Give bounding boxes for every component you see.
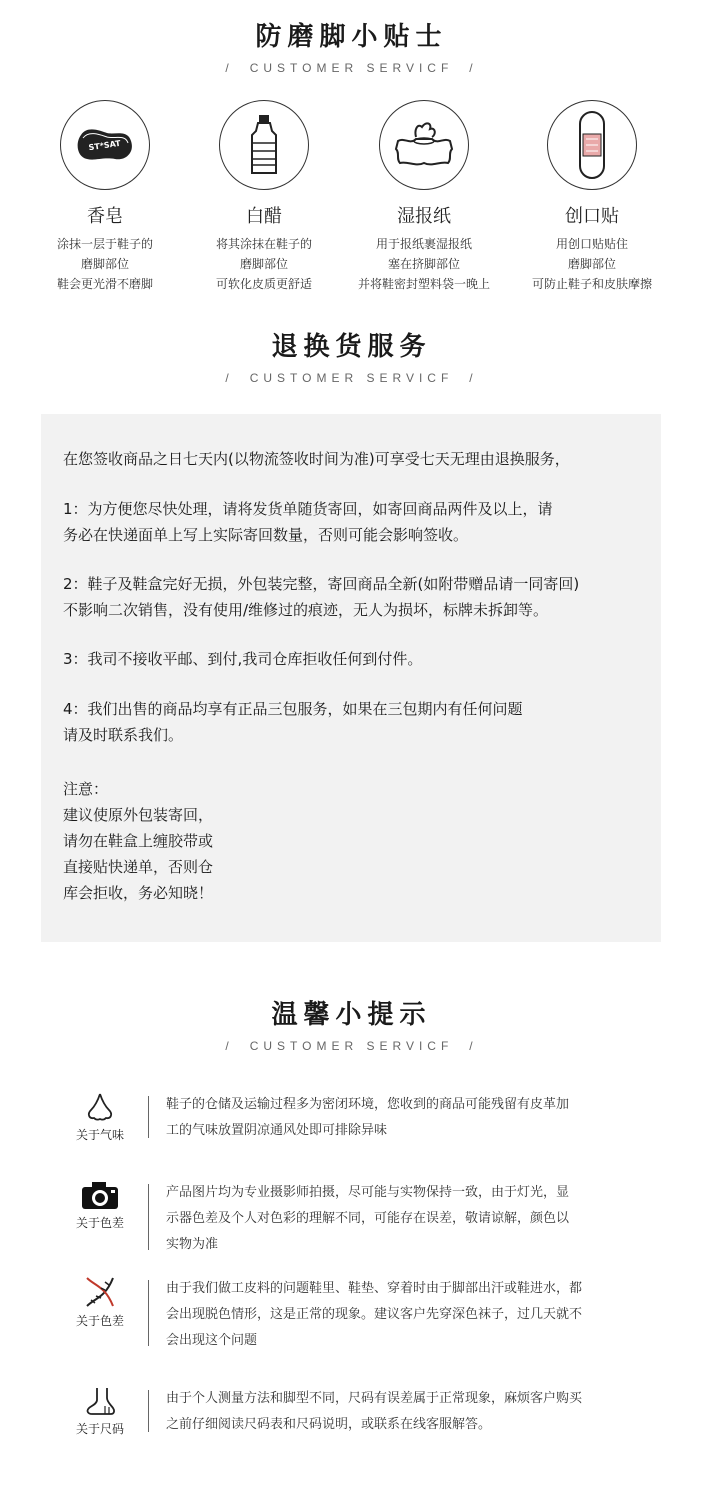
returns-line: 1：为方便您尽快处理，请将发货单随货寄回，如寄回商品两件及以上，请 <box>63 500 553 518</box>
returns-line: 不影响二次销售，没有使用/维修过的痕迹，无人为损坏，标牌未拆卸等。 <box>63 601 549 619</box>
tip-wet-paper-line: 并将鞋密封塑料袋一晚上 <box>357 277 490 291</box>
reminder-size-text <box>166 1386 606 1438</box>
reminder-line: 会出现这个问题 <box>166 1333 258 1348</box>
tip-vinegar-line: 磨脚部位 <box>239 257 288 271</box>
reminder-size-label: 关于尺码 <box>75 1422 124 1436</box>
tip-soap-name: 香皂 <box>87 206 123 227</box>
returns-line: 在您签收商品之日七天内(以物流签收时间为准)可享受七天无理由退换服务， <box>63 450 570 468</box>
returns-line: 直接贴快递单，否则仓 <box>63 858 214 876</box>
reminder-divider <box>148 1096 149 1138</box>
returns-line: 4：我们出售的商品均享有正品三包服务，如果在三包期内有任何问题 <box>63 700 523 718</box>
reminder-line: 示器色差及个人对色彩的理解不同，可能存在误差，敬请谅解，颜色以 <box>166 1211 570 1226</box>
returns-line: 库会拒收，务必知晓！ <box>63 884 214 902</box>
tip-bandage-line: 用创口贴贴住 <box>555 237 628 251</box>
tip-wet-paper-name: 湿报纸 <box>397 206 451 227</box>
reminder-line: 由于个人测量方法和脚型不同，尺码有误差属于正常现象，麻烦客户购买 <box>166 1391 583 1406</box>
returns-line: 务必在快递面单上写上实际寄回数量，否则可能会影响签收。 <box>63 526 469 544</box>
returns-rule-2 <box>63 571 643 623</box>
reminders-title: 温馨小提示 <box>271 1000 432 1030</box>
reminder-line: 会出现脱色情形，这是正常的现象。建议客户先穿深色袜子，过几天就不 <box>166 1307 583 1322</box>
tip-soap <box>17 100 193 294</box>
reminder-fading-label: 关于色差 <box>75 1314 124 1328</box>
returns-intro <box>63 446 643 472</box>
returns-subtitle-text: CUSTOMER SERVICF <box>249 371 454 385</box>
reminder-smell-label: 关于气味 <box>75 1128 124 1142</box>
reminder-line: 由于我们做工皮料的问题鞋里、鞋垫、穿着时由于脚部出汗或鞋进水，都 <box>166 1281 583 1296</box>
reminder-line: 之前仔细阅读尺码表和尺码说明，或联系在线客服解答。 <box>166 1417 492 1432</box>
reminder-divider <box>148 1184 149 1250</box>
tip-vinegar-line: 可软化皮质更舒适 <box>215 277 312 291</box>
reminder-smell-text <box>166 1092 606 1144</box>
tip-soap-line: 鞋会更光滑不磨脚 <box>56 277 153 291</box>
returns-rule-3 <box>63 646 643 672</box>
reminders-subtitle: / CUSTOMER SERVICF / <box>225 1039 478 1053</box>
tip-wet-paper-circle <box>379 100 469 190</box>
returns-notice <box>63 776 643 906</box>
returns-title: 退换货服务 <box>271 332 432 362</box>
reminder-divider <box>148 1390 149 1432</box>
bottle-icon <box>244 113 284 177</box>
returns-panel <box>41 414 661 942</box>
returns-line: 请勿在鞋盒上缠胶带或 <box>63 832 214 850</box>
reminder-line: 实物为准 <box>166 1237 219 1252</box>
foot-icon <box>83 1386 117 1416</box>
tip-bandage <box>504 100 680 294</box>
tip-soap-circle <box>60 100 150 190</box>
tip-soap-line: 涂抹一层于鞋子的 <box>56 237 153 251</box>
returns-line: 2：鞋子及鞋盒完好无损，外包装完整，寄回商品全新(如附带赠品请一同寄回) <box>63 575 580 593</box>
returns-line: 建议使原外包装寄回， <box>63 806 214 824</box>
returns-line: 请及时联系我们。 <box>63 726 184 744</box>
soap-brand-text: ST*SAT <box>88 138 122 153</box>
reminder-line: 鞋子的仓储及运输过程多为密闭环境，您收到的商品可能残留有皮革加 <box>166 1097 570 1112</box>
tip-wet-paper-line: 塞在挤脚部位 <box>387 257 460 271</box>
tip-wet-paper-line: 用于报纸裹湿报纸 <box>375 237 472 251</box>
tip-vinegar-line: 将其涂抹在鞋子的 <box>215 237 312 251</box>
returns-rule-1 <box>63 496 643 548</box>
tip-vinegar-name: 白醋 <box>246 206 282 227</box>
tip-vinegar <box>176 100 352 294</box>
tip-soap-line: 磨脚部位 <box>80 257 129 271</box>
dna-icon <box>83 1276 117 1308</box>
camera-icon <box>81 1180 119 1210</box>
tips-subtitle-text: CUSTOMER SERVICF <box>249 61 454 75</box>
reminder-color-label: 关于色差 <box>75 1216 124 1230</box>
reminder-line: 产品图片均为专业摄影师拍摄，尽可能与实物保持一致，由于灯光，显 <box>166 1185 570 1200</box>
reminder-color-text <box>166 1180 606 1258</box>
wet-wipes-icon <box>392 119 456 171</box>
tips-subtitle: / CUSTOMER SERVICF / <box>225 61 478 75</box>
tip-bandage-line: 可防止鞋子和皮肤摩擦 <box>531 277 652 291</box>
reminder-line: 工的气味放置阴凉通风处即可排除异味 <box>166 1123 388 1138</box>
reminders-subtitle-text: CUSTOMER SERVICF <box>249 1039 454 1053</box>
tip-wet-paper <box>336 100 512 294</box>
tip-bandage-circle <box>547 100 637 190</box>
returns-subtitle: / CUSTOMER SERVICF / <box>225 371 478 385</box>
tip-bandage-name: 创口贴 <box>565 206 619 227</box>
reminder-fading-text <box>166 1276 606 1354</box>
returns-line: 注意： <box>63 780 109 798</box>
tip-vinegar-circle <box>219 100 309 190</box>
returns-rule-4 <box>63 696 643 748</box>
nose-icon <box>83 1092 117 1122</box>
tip-bandage-line: 磨脚部位 <box>567 257 616 271</box>
bandage-icon <box>572 110 612 180</box>
reminder-divider <box>148 1280 149 1346</box>
soap-icon <box>73 121 137 169</box>
tips-title: 防磨脚小贴士 <box>255 22 448 52</box>
returns-line: 3：我司不接收平邮、到付,我司仓库拒收任何到付件。 <box>63 650 423 668</box>
